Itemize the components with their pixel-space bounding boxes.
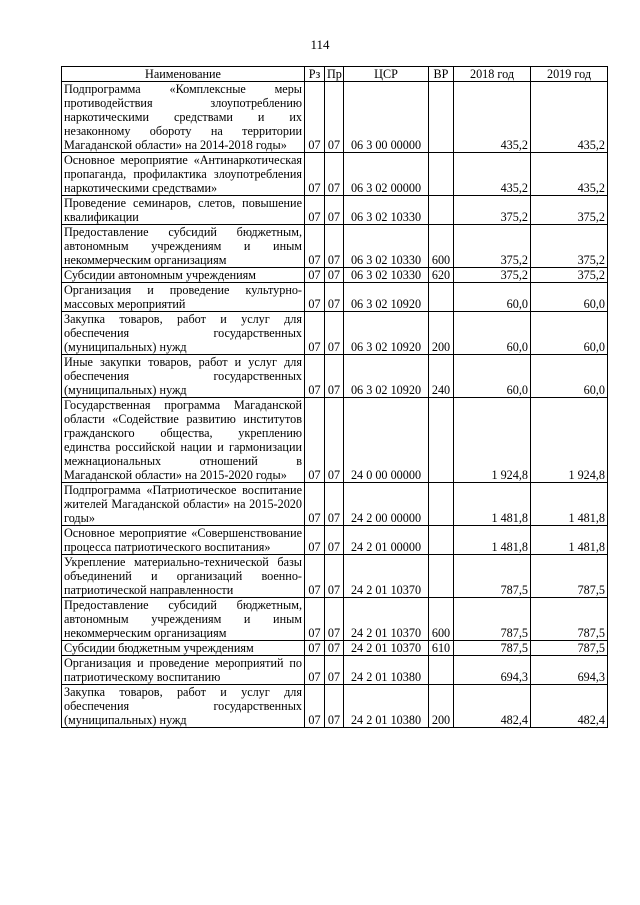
cell-2019: 1 481,8 — [531, 483, 608, 526]
cell-pr: 07 — [325, 483, 344, 526]
cell-2018: 60,0 — [454, 355, 531, 398]
cell-vr — [429, 283, 454, 312]
cell-vr — [429, 82, 454, 153]
table-row — [62, 685, 608, 728]
cell-csr: 06 3 02 10920 — [344, 283, 429, 312]
cell-pr: 07 — [325, 685, 344, 728]
cell-csr: 06 3 00 00000 — [344, 82, 429, 153]
cell-rz: 07 — [305, 196, 325, 225]
cell-name: Предоставление субсидий бюджетным, автономным учреждениям и иным некоммерческим организациям — [62, 225, 305, 268]
table-row — [62, 82, 608, 153]
cell-2018: 60,0 — [454, 312, 531, 355]
cell-2018: 60,0 — [454, 283, 531, 312]
header-name: Наименование — [62, 67, 305, 82]
cell-pr: 07 — [325, 196, 344, 225]
cell-2018: 1 924,8 — [454, 398, 531, 483]
cell-name: Субсидии автономным учреждениям — [62, 268, 305, 283]
cell-rz: 07 — [305, 153, 325, 196]
cell-vr: 600 — [429, 598, 454, 641]
table-row — [62, 483, 608, 526]
cell-csr: 24 0 00 00000 — [344, 398, 429, 483]
cell-name: Закупка товаров, работ и услуг для обеспечения государственных (муниципальных) нужд — [62, 685, 305, 728]
table-row — [62, 312, 608, 355]
table-row — [62, 526, 608, 555]
cell-2019: 435,2 — [531, 153, 608, 196]
header-vr: ВР — [429, 67, 454, 82]
table-row — [62, 283, 608, 312]
cell-name: Организация и проведение культурно-массовых мероприятий — [62, 283, 305, 312]
cell-rz: 07 — [305, 555, 325, 598]
cell-2019: 787,5 — [531, 598, 608, 641]
cell-2019: 787,5 — [531, 555, 608, 598]
header-2018: 2018 год — [454, 67, 531, 82]
cell-2019: 1 924,8 — [531, 398, 608, 483]
table-row — [62, 153, 608, 196]
cell-vr — [429, 555, 454, 598]
cell-2019: 375,2 — [531, 225, 608, 268]
cell-rz: 07 — [305, 268, 325, 283]
table-row — [62, 398, 608, 483]
cell-pr: 07 — [325, 153, 344, 196]
cell-csr: 06 3 02 10920 — [344, 355, 429, 398]
cell-2019: 435,2 — [531, 82, 608, 153]
cell-pr: 07 — [325, 225, 344, 268]
cell-csr: 24 2 00 00000 — [344, 483, 429, 526]
cell-csr: 24 2 01 10370 — [344, 641, 429, 656]
cell-2019: 694,3 — [531, 656, 608, 685]
cell-csr: 24 2 01 10370 — [344, 598, 429, 641]
cell-2018: 1 481,8 — [454, 483, 531, 526]
cell-vr — [429, 153, 454, 196]
cell-rz: 07 — [305, 82, 325, 153]
cell-name: Организация и проведение мероприятий по патриотическому воспитанию — [62, 656, 305, 685]
cell-rz: 07 — [305, 355, 325, 398]
cell-2019: 60,0 — [531, 312, 608, 355]
cell-vr — [429, 398, 454, 483]
table-header-row — [62, 67, 608, 82]
cell-2019: 787,5 — [531, 641, 608, 656]
cell-rz: 07 — [305, 526, 325, 555]
cell-2018: 787,5 — [454, 555, 531, 598]
cell-csr: 06 3 02 10330 — [344, 225, 429, 268]
cell-pr: 07 — [325, 398, 344, 483]
cell-csr: 24 2 01 10380 — [344, 656, 429, 685]
table-row — [62, 225, 608, 268]
cell-name: Закупка товаров, работ и услуг для обеспечения государственных (муниципальных) нужд — [62, 312, 305, 355]
cell-csr: 24 2 01 10370 — [344, 555, 429, 598]
cell-name: Государственная программа Магаданской области «Содействие развитию институтов гражданского общества, укреплению единства российской нации и гармонизации межнациональных отношений в Магаданской области» на 2015-2020 годы» — [62, 398, 305, 483]
cell-rz: 07 — [305, 656, 325, 685]
cell-vr: 200 — [429, 685, 454, 728]
cell-2018: 694,3 — [454, 656, 531, 685]
cell-csr: 24 2 01 00000 — [344, 526, 429, 555]
cell-rz: 07 — [305, 398, 325, 483]
cell-2019: 60,0 — [531, 283, 608, 312]
cell-2018: 482,4 — [454, 685, 531, 728]
cell-pr: 07 — [325, 312, 344, 355]
header-2019: 2019 год — [531, 67, 608, 82]
cell-vr — [429, 483, 454, 526]
cell-pr: 07 — [325, 355, 344, 398]
table-row — [62, 598, 608, 641]
cell-2019: 482,4 — [531, 685, 608, 728]
cell-2019: 375,2 — [531, 196, 608, 225]
cell-2019: 375,2 — [531, 268, 608, 283]
cell-pr: 07 — [325, 555, 344, 598]
cell-vr — [429, 656, 454, 685]
cell-vr: 600 — [429, 225, 454, 268]
cell-name: Иные закупки товаров, работ и услуг для обеспечения государственных (муниципальных) нужд — [62, 355, 305, 398]
cell-name: Проведение семинаров, слетов, повышение квалификации — [62, 196, 305, 225]
page-number: 114 — [310, 37, 330, 52]
header-csr: ЦСР — [344, 67, 429, 82]
cell-rz: 07 — [305, 598, 325, 641]
header-rz: Рз — [305, 67, 325, 82]
cell-2018: 375,2 — [454, 268, 531, 283]
cell-name: Субсидии бюджетным учреждениям — [62, 641, 305, 656]
cell-csr: 24 2 01 10380 — [344, 685, 429, 728]
cell-2018: 435,2 — [454, 153, 531, 196]
cell-vr — [429, 526, 454, 555]
cell-rz: 07 — [305, 483, 325, 526]
table-row — [62, 355, 608, 398]
table-row — [62, 656, 608, 685]
cell-csr: 06 3 02 10920 — [344, 312, 429, 355]
cell-csr: 06 3 02 10330 — [344, 268, 429, 283]
cell-rz: 07 — [305, 312, 325, 355]
cell-2018: 787,5 — [454, 641, 531, 656]
cell-pr: 07 — [325, 82, 344, 153]
budget-table — [61, 66, 608, 728]
cell-rz: 07 — [305, 641, 325, 656]
cell-pr: 07 — [325, 283, 344, 312]
cell-name: Подпрограмма «Комплексные меры противодействия злоупотреблению наркотическими средствами и их незаконному обороту на территории Магаданской области» на 2014-2018 годы» — [62, 82, 305, 153]
cell-name: Укрепление материально-технической базы объединений и организаций военно-патриотической направленности — [62, 555, 305, 598]
cell-vr — [429, 196, 454, 225]
cell-vr: 200 — [429, 312, 454, 355]
table-row — [62, 641, 608, 656]
cell-vr: 620 — [429, 268, 454, 283]
cell-csr: 06 3 02 00000 — [344, 153, 429, 196]
cell-2019: 60,0 — [531, 355, 608, 398]
cell-pr: 07 — [325, 526, 344, 555]
header-pr: Пр — [325, 67, 344, 82]
cell-pr: 07 — [325, 656, 344, 685]
cell-rz: 07 — [305, 283, 325, 312]
table-row — [62, 268, 608, 283]
cell-2018: 375,2 — [454, 196, 531, 225]
cell-pr: 07 — [325, 598, 344, 641]
cell-2018: 435,2 — [454, 82, 531, 153]
cell-vr: 610 — [429, 641, 454, 656]
cell-name: Основное мероприятие «Совершенствование процесса патриотического воспитания» — [62, 526, 305, 555]
cell-2018: 1 481,8 — [454, 526, 531, 555]
cell-pr: 07 — [325, 641, 344, 656]
cell-name: Подпрограмма «Патриотическое воспитание жителей Магаданской области» на 2015-2020 годы» — [62, 483, 305, 526]
cell-rz: 07 — [305, 685, 325, 728]
cell-pr: 07 — [325, 268, 344, 283]
cell-2019: 1 481,8 — [531, 526, 608, 555]
cell-csr: 06 3 02 10330 — [344, 196, 429, 225]
cell-name: Предоставление субсидий бюджетным, автономным учреждениям и иным некоммерческим организациям — [62, 598, 305, 641]
table-row — [62, 555, 608, 598]
cell-2018: 375,2 — [454, 225, 531, 268]
cell-rz: 07 — [305, 225, 325, 268]
cell-vr: 240 — [429, 355, 454, 398]
cell-2018: 787,5 — [454, 598, 531, 641]
cell-name: Основное мероприятие «Антинаркотическая пропаганда, профилактика злоупотребления наркотическими средствами» — [62, 153, 305, 196]
table-row — [62, 196, 608, 225]
